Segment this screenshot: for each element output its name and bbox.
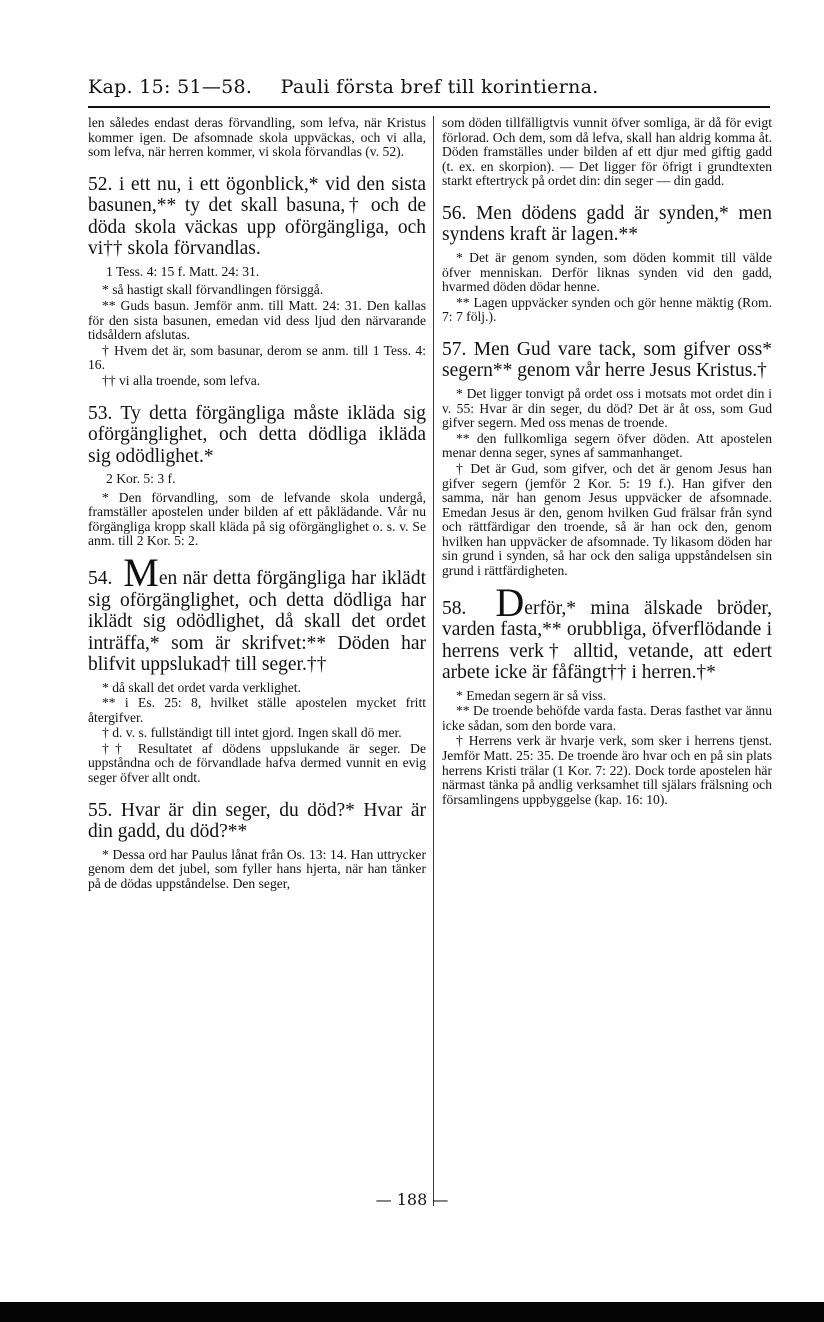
column-divider — [433, 116, 434, 1206]
verse — [442, 579, 773, 684]
footnote: † Det är Gud, som gifver, och det är genom Jesus han gifver segern (jemför 2 Kor. 5: 19 f.). Han gifver den samma, när han genom Jesus uppväcker de afsomnade. Emedan Jesus är den, genom hvilken Gud frälsar från synd och rättfärdigar den troende, så är han ock den, genom hvilken han uppväcker de afsomnade. Ty likasom döden har sin grund i synden, så har ock den saliga uppståndelsen sin grund i rättfärdigheten. — [442, 460, 772, 579]
scan-edge — [0, 1302, 824, 1322]
footnote: ** den fullkomliga segern öfver döden. Att apostelen menar denna seger, synes af sammanhanget. — [442, 430, 772, 461]
verse-number: 58. — [442, 597, 467, 619]
footnote: * Det ligger tonvigt på ordet oss i motsats mot ordet din i v. 55: Hvar är din seger, du död? Det är åt oss, som Gud gifver segern. Med oss menas de troende. — [442, 385, 772, 431]
header-rule — [88, 106, 770, 108]
cross-reference: 1 Tess. 4: 15 f. Matt. 24: 31. — [106, 263, 260, 279]
page-number: — 188 — — [375, 1190, 449, 1209]
footnote: * då skall det ordet varda verklighet. — [102, 679, 301, 695]
footnote: † Herrens verk är hvarje verk, som sker i herrens tjenst. Jemför Matt. 25: 35. De troende äro hvar och en på sin plats herrens Kristi trälar (1 Kor. 7: 22). Dock torde apostelen här närmast tänka på andlig verksamhet till själars frälsning och församlingens uppbyggelse (kap. 16: 10). — [442, 733, 772, 807]
footnote: * Dessa ord har Paulus lånat från Os. 13: 14. Han uttrycker genom dem det jubel, som fyller hans hjerta, när han tänker på de dödas uppståndelse. Den seger, — [88, 846, 426, 891]
footnote: * Det är genom synden, som döden kommit till välde öfver menniskan. Derför liknas synden vid den gadd, hvarmed döden dödar henne. — [442, 249, 772, 295]
verse: 57. Men Gud vare tack, som gifver oss* segern** genom vår herre Jesus Kristus.† — [442, 338, 772, 382]
drop-initial: M — [123, 550, 159, 595]
footnote: ** i Es. 25: 8, hvilket ställe apostelen mycket fritt återgifver. — [88, 695, 426, 725]
right-column — [442, 116, 772, 808]
book-title: Pauli första bref till korintierna. — [280, 76, 599, 98]
footnote: som döden tillfälligtvis vunnit öfver somliga, är då för evigt förlorad. Och dem, som då lefva, skall han aldrig komma åt. Döden framställes under bilden af ett djur med giftig gadd (t. ex. en skorpion). — Det ligger för öfrigt i grundtexten starkt eftertryck på ordet din: din seger — din gadd. — [442, 115, 772, 189]
verse-text: erför,* mina älskade bröder, varden fasta,** orubbliga, öfverflödande i herrens verk† alltid, vetande, att edert arbete icke är fåfängt†† i herren.†* — [442, 597, 773, 684]
footnote: †† vi alla troende, som lefva. — [102, 372, 261, 388]
left-column — [88, 116, 426, 892]
cross-reference: 2 Kor. 5: 3 f. — [106, 471, 176, 487]
verse-text: en när detta förgängliga har iklädt sig oförgänglighet, och detta dödliga har iklädt sig odödlighet, då skall det ordet inträffa,* som är skrifvet:** Döden har blifvit uppslukad† till seger.†† — [88, 568, 426, 675]
verse: 53. Ty detta förgängliga måste ikläda sig oförgänglighet, och detta dödliga ikläda sig odödlighet.* — [88, 402, 426, 467]
verse: 52. i ett nu, i ett ögonblick,* vid den sista basunen,** ty det skall basuna,† och de döda skola väckas upp oförgängliga, och vi†† skola förvandlas. — [88, 173, 426, 260]
verse-number: 54. — [88, 568, 113, 589]
verse — [88, 550, 426, 676]
footnote: * Den förvandling, som de lefvande skola undergå, framställer apostelen under bilden af ett påklädande. Vår nu förgängliga kropp skall kläda på sig oförgänglighet o. s. v. Se anm. till 2 Kor. 5: 2. — [88, 489, 426, 549]
footnote: †† Resultatet af dödens uppslukande är seger. De uppståndna och de förvandlade hafva dermed vunnit en evig seger öfver allt ondt. — [88, 740, 426, 786]
footnote: ** Guds basun. Jemför anm. till Matt. 24: 31. Den kallas för den sista basunen, emedan vid dess ljud den närvarande tidsåldern afslutas. — [88, 297, 426, 343]
chapter-reference: Kap. 15: 51—58. — [88, 76, 253, 98]
footnote: ** Lagen uppväcker synden och gör henne mäktig (Rom. 7: 7 följ.). — [442, 294, 772, 325]
footnote: ** De troende behöfde varda fasta. Deras fasthet var ännu icke sådan, som den borde vara. — [442, 703, 772, 733]
verse: 55. Hvar är din seger, du död?* Hvar är din gadd, du död?** — [88, 799, 426, 843]
footnote: len således endast deras förvandling, som lefva, när Kristus kommer igen. De afsomnade skola uppväckas, och vi alla, som lefva, när herren kommer, vi skola förvandlas (v. 52). — [88, 115, 426, 160]
footnote: * Emedan segern är så viss. — [456, 687, 607, 703]
running-header — [88, 76, 738, 98]
drop-initial: D — [495, 579, 525, 625]
verse: 56. Men dödens gadd är synden,* men syndens kraft är lagen.** — [442, 202, 772, 246]
footnote: * så hastigt skall förvandlingen försiggå. — [102, 282, 324, 298]
footnote: † Hvem det är, som basunar, derom se anm. till 1 Tess. 4: 16. — [88, 342, 426, 373]
footnote: † d. v. s. fullständigt till intet gjord. Ingen skall dö mer. — [102, 725, 402, 741]
